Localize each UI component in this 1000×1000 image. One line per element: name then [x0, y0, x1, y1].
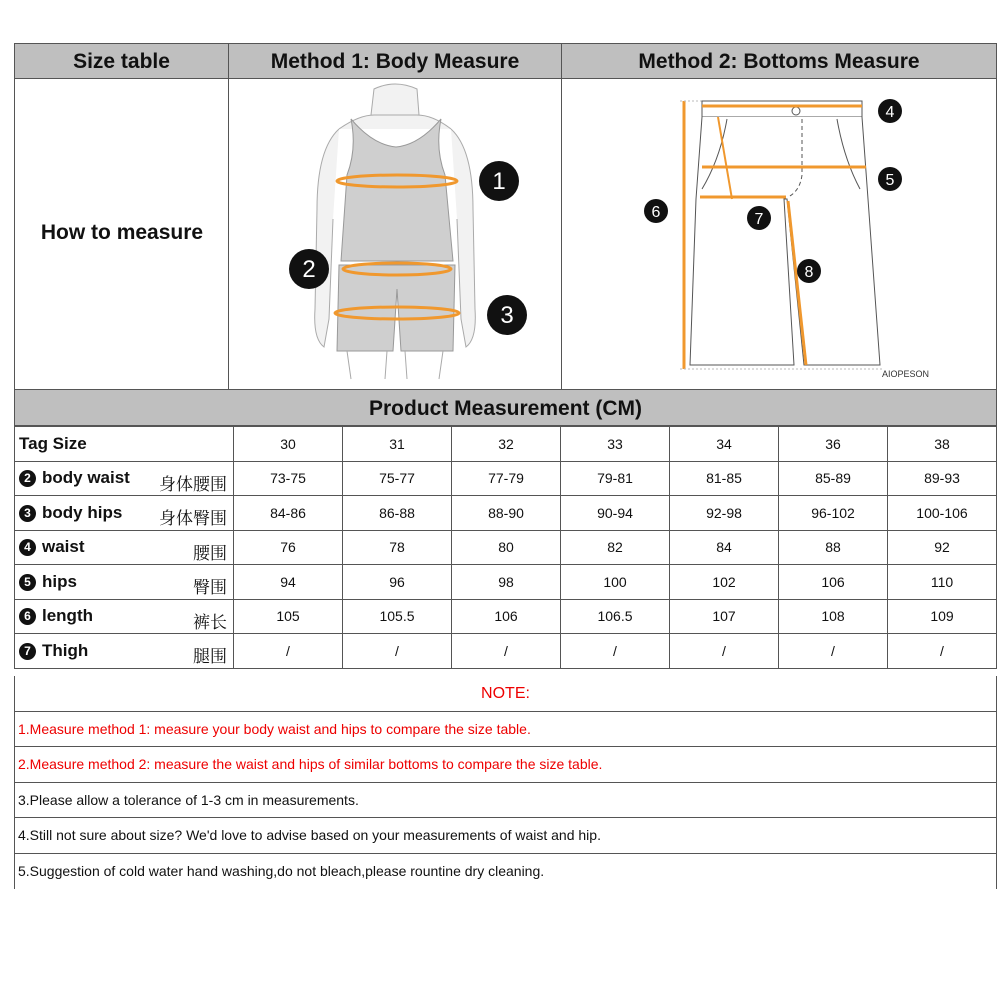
header-row: [14, 43, 997, 79]
size-header-cell: 31: [343, 427, 452, 462]
measurement-value-cell: /: [234, 634, 343, 669]
measurement-label-cell: [15, 530, 234, 565]
measurement-value-cell: 94: [234, 565, 343, 600]
measurement-value-cell: 105: [234, 599, 343, 634]
number-badge: 2: [19, 470, 36, 487]
svg-text:8: 8: [804, 264, 814, 281]
pants-figure-cell: [562, 79, 996, 389]
measurement-label-cn: 身体臀围: [159, 509, 227, 529]
measurement-value-cell: 92-98: [670, 496, 779, 531]
marker-7: [747, 206, 771, 230]
measurement-value-cell: 107: [670, 599, 779, 634]
measurement-label-cn: 腰围: [193, 543, 227, 564]
tag-size-label: Tag Size: [15, 427, 234, 462]
measurement-row: [15, 496, 997, 531]
measure-row: [14, 79, 997, 390]
measurement-value-cell: 76: [234, 530, 343, 565]
measurement-value-cell: 100-106: [888, 496, 997, 531]
measurement-value-cell: 81-85: [670, 461, 779, 496]
marker-5: [878, 167, 902, 191]
number-badge: 4: [19, 539, 36, 556]
number-badge: 5: [19, 574, 36, 591]
measurement-label-cell: [15, 461, 234, 496]
measurement-value-cell: 75-77: [343, 461, 452, 496]
measurement-label-cell: [15, 496, 234, 531]
size-header-cell: 38: [888, 427, 997, 462]
number-badge: 7: [19, 643, 36, 660]
measurement-label-cell: [15, 565, 234, 600]
measurement-value-cell: 77-79: [452, 461, 561, 496]
measurement-value-cell: 82: [561, 530, 670, 565]
body-figure-illustration: [229, 79, 561, 389]
measurement-label: body waist: [42, 468, 130, 488]
measurement-row: [15, 565, 997, 600]
measurement-value-cell: 98: [452, 565, 561, 600]
body-figure-cell: [229, 79, 562, 389]
measurement-label-cell: [15, 599, 234, 634]
number-badge: 6: [19, 608, 36, 625]
measurement-value-cell: /: [779, 634, 888, 669]
size-header-cell: 36: [779, 427, 888, 462]
measurement-value-cell: 106: [779, 565, 888, 600]
measurement-value-cell: 110: [888, 565, 997, 600]
marker-8: [797, 259, 821, 283]
measurement-value-cell: 92: [888, 530, 997, 565]
measurement-value-cell: 80: [452, 530, 561, 565]
measurement-value-cell: /: [452, 634, 561, 669]
measurement-value-cell: 84-86: [234, 496, 343, 531]
header-method-2: Method 2: Bottoms Measure: [638, 50, 920, 73]
measurement-row: [15, 461, 997, 496]
measurement-value-cell: 84: [670, 530, 779, 565]
measurement-value-cell: 86-88: [343, 496, 452, 531]
measurement-value-cell: 109: [888, 599, 997, 634]
svg-text:3: 3: [500, 302, 514, 329]
measurement-value-cell: 96-102: [779, 496, 888, 531]
marker-6: [644, 199, 668, 223]
measurement-value-cell: 90-94: [561, 496, 670, 531]
measurement-value-cell: 106.5: [561, 599, 670, 634]
note-item-5: 5.Suggestion of cold water hand washing,do not bleach,please rountine dry cleaning.: [14, 854, 997, 890]
note-item-3: 3.Please allow a tolerance of 1-3 cm in measurements.: [14, 783, 997, 819]
measurement-label: body hips: [42, 502, 123, 522]
note-item-1: 1.Measure method 1: measure your body waist and hips to compare the size table.: [14, 712, 997, 748]
size-header-cell: 30: [234, 427, 343, 462]
note-title: NOTE:: [14, 676, 997, 712]
measurement-value-cell: 89-93: [888, 461, 997, 496]
marker-1: [479, 161, 519, 201]
svg-text:6: 6: [651, 204, 661, 221]
measurement-value-cell: /: [888, 634, 997, 669]
pants-figure-illustration: [562, 79, 996, 389]
measurement-label-cn: 腿围: [193, 647, 227, 667]
svg-text:7: 7: [754, 211, 764, 228]
header-size-table: Size table: [15, 44, 229, 78]
measurement-value-cell: 79-81: [561, 461, 670, 496]
measurement-label: Thigh: [42, 640, 89, 660]
measurement-label-cn: 臀围: [193, 578, 227, 598]
note-item-4: 4.Still not sure about size? We'd love to advise based on your measurements of waist and hip.: [14, 818, 997, 854]
measurement-value-cell: 100: [561, 565, 670, 600]
product-measurement-title: Product Measurement (CM): [14, 390, 997, 426]
measurement-label-cn: 身体腰围: [159, 474, 227, 495]
marker-3: [487, 295, 527, 335]
size-table: [14, 426, 997, 669]
measurement-row: [15, 530, 997, 565]
marker-4: [878, 99, 902, 123]
measurement-value-cell: 102: [670, 565, 779, 600]
size-header-cell: 33: [561, 427, 670, 462]
measurement-label: hips: [42, 571, 77, 591]
measurement-value-cell: 105.5: [343, 599, 452, 634]
how-cell: [15, 79, 229, 389]
measurement-value-cell: 73-75: [234, 461, 343, 496]
measurement-value-cell: 88-90: [452, 496, 561, 531]
measurement-value-cell: 85-89: [779, 461, 888, 496]
measurement-value-cell: 78: [343, 530, 452, 565]
number-badge: 3: [19, 505, 36, 522]
how-to-measure-label: How to measure: [40, 221, 204, 244]
measurement-value-cell: /: [670, 634, 779, 669]
measurement-value-cell: 88: [779, 530, 888, 565]
notes-section: [14, 676, 997, 889]
measurement-value-cell: /: [343, 634, 452, 669]
tag-size-row: [15, 427, 997, 462]
brand-label: AIOPESON: [882, 369, 930, 379]
svg-text:5: 5: [885, 172, 895, 189]
measurement-value-cell: 106: [452, 599, 561, 634]
header-method-1: Method 1: Body Measure: [229, 44, 562, 78]
measurement-row: [15, 599, 997, 634]
svg-text:4: 4: [885, 104, 895, 121]
svg-text:2: 2: [302, 256, 316, 283]
marker-2: [289, 249, 329, 289]
measurement-label: waist: [42, 537, 85, 557]
measurement-value-cell: 96: [343, 565, 452, 600]
measurement-value-cell: /: [561, 634, 670, 669]
measurement-row: [15, 634, 997, 669]
svg-text:1: 1: [492, 168, 506, 195]
measurement-value-cell: 108: [779, 599, 888, 634]
measurement-label-cn: 裤长: [193, 612, 227, 633]
measurement-label: length: [42, 606, 93, 626]
note-item-2: 2.Measure method 2: measure the waist and hips of similar bottoms to compare the size table.: [14, 747, 997, 783]
size-header-cell: 34: [670, 427, 779, 462]
size-header-cell: 32: [452, 427, 561, 462]
measurement-label-cell: [15, 634, 234, 669]
